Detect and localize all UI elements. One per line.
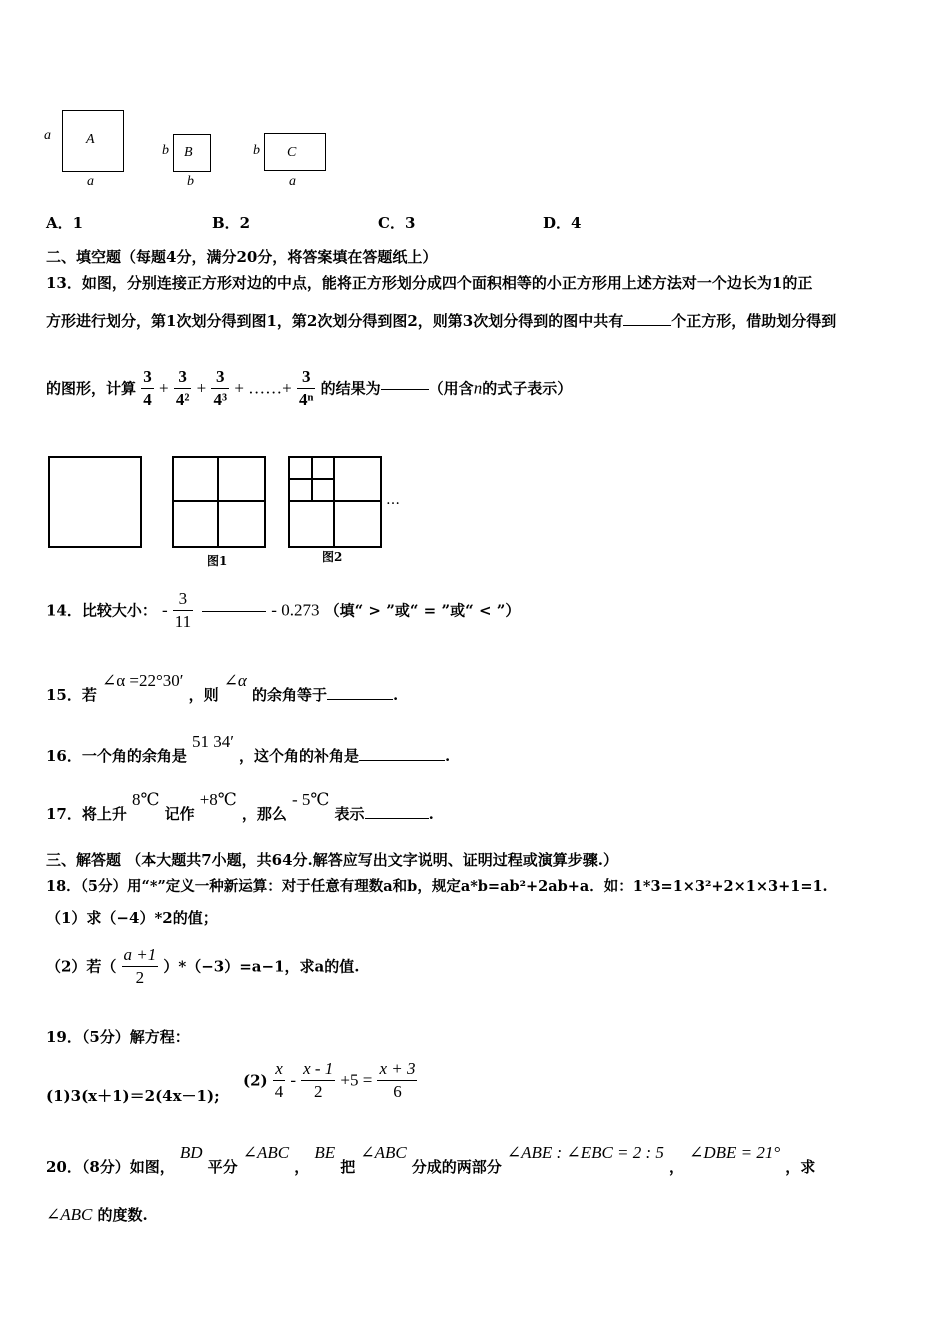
frac-3-4n xyxy=(297,366,315,411)
q17-mid2: ，那么 xyxy=(241,805,287,823)
section-3-heading: 三、解答题 （本大题共7小题，共64分.解答应写出文字说明、证明过程或演算步骤.） xyxy=(46,851,618,869)
q19-part1: (1)3(x＋1)＝2(4x－1); xyxy=(46,1087,220,1105)
frac-3-4 xyxy=(141,366,154,411)
q16-end: . xyxy=(445,747,451,765)
q19-title: 19．（5分）解方程： xyxy=(46,1028,190,1046)
frac-num: 3 xyxy=(141,366,154,389)
q17-v2: +8℃ xyxy=(199,790,237,809)
frac-den: 2 xyxy=(313,1082,323,1101)
q16-prefix: 16．一个角的余角是 xyxy=(46,747,187,765)
q18-part2-a: （2）若（ xyxy=(46,957,117,976)
figure-ellipsis: … xyxy=(386,492,400,508)
plus-five: +5 = xyxy=(340,1070,373,1090)
q13-blank-2[interactable] xyxy=(381,388,429,390)
frac-den: 4² xyxy=(175,390,190,409)
q14-prefix: 14．比较大小： xyxy=(46,601,157,620)
q15-suffix: 的余角等于 xyxy=(251,686,327,704)
q20-line2 xyxy=(46,1204,148,1225)
label-b-bottom: b xyxy=(187,174,194,189)
option-b: B．2 xyxy=(212,214,251,232)
q16 xyxy=(46,731,451,765)
frac-num: 3 xyxy=(173,588,193,611)
option-d: D．4 xyxy=(543,214,582,232)
q13-line3-c: （用含 xyxy=(428,379,474,398)
option-a: A．1 xyxy=(46,214,84,232)
fig2-hline xyxy=(288,500,380,502)
dots: …… xyxy=(248,378,283,398)
q13-line1: 13．如图，分别连接正方形对边的中点，能将正方形划分成四个面积相等的小正方形用上述方法对一个边长为1的正 xyxy=(46,274,813,292)
minus-sign: - xyxy=(290,1070,296,1090)
frac-den: 4ⁿ xyxy=(299,390,314,409)
label-b-side: b xyxy=(162,143,169,158)
q13-line2-a: 方形进行划分，第1次划分得到图1，第2次划分得到图2，则第3次划分得到的图中共有 xyxy=(46,312,624,330)
q15 xyxy=(46,670,399,704)
q15-blank[interactable] xyxy=(327,698,393,700)
q20-t6: ，求 xyxy=(785,1158,816,1176)
frac-3-4sq xyxy=(174,366,192,411)
q20-bd: BD xyxy=(179,1143,203,1162)
q17-mid1: 记作 xyxy=(164,805,195,823)
frac-x-minus-1-over-2 xyxy=(301,1058,335,1103)
q13-line3-a: 的图形，计算 xyxy=(46,379,137,398)
q13-line3-b: 的结果为 xyxy=(320,379,381,398)
q15-expr: ∠α =22°30′ xyxy=(101,671,184,690)
frac-num: a +1 xyxy=(122,944,159,967)
fig1-hline xyxy=(172,500,264,502)
q20-t3: 把 xyxy=(340,1158,356,1176)
fig2-sub-hline xyxy=(288,478,334,480)
q14 xyxy=(46,588,520,633)
q14-suffix: （填“ > ”或“ = ”或“ < ”） xyxy=(324,601,521,620)
q18-part2-b: ）*（−3）=a−1，求a的值. xyxy=(163,957,360,976)
label-B: B xyxy=(184,145,193,160)
q18-line1: 18．（5分）用“*”定义一种新运算：对于任意有理数a和b，规定a*b=ab²+2ab+a．如：1*3=1×3²+2×1×3+1=1. xyxy=(46,878,828,895)
q15-prefix: 15．若 xyxy=(46,686,97,704)
q20-abc2: ∠ABC xyxy=(360,1143,407,1162)
section-2-heading: 二、填空题（每题4分，满分20分，将答案填在答题纸上） xyxy=(46,248,438,266)
label-a-side: a xyxy=(44,128,51,143)
q20-ratio: ∠ABE : ∠EBC = 2 : 5 xyxy=(506,1143,664,1162)
q18-part2 xyxy=(46,944,359,989)
label-C: C xyxy=(287,145,297,160)
q20-t2: ， xyxy=(294,1158,310,1176)
q17-end: . xyxy=(428,805,434,823)
q13-line3: 的图形，计算 $\frac{3}{4}$ + $\frac{3}{\text{4²}}$ + $\frac{3}{\text{4³}}$ + ……+ $\frac{3}{\text{4ⁿ}}$ 的结果为 （用含n的式子表示） xyxy=(46,367,573,409)
q14-blank[interactable] xyxy=(202,610,266,612)
q17-blank[interactable] xyxy=(365,817,429,819)
label-c-bottom: a xyxy=(289,174,296,189)
q16-mid: ，这个角的补角是 xyxy=(239,747,360,765)
q16-expr: 51 34′ xyxy=(191,732,234,751)
q13-blank-1[interactable] xyxy=(623,324,671,326)
q19-part2-label: (2) xyxy=(243,1071,268,1090)
frac-x-plus-3-over-6 xyxy=(377,1058,417,1103)
figure-square-0 xyxy=(48,456,142,548)
fig2-label: 图2 xyxy=(322,550,343,564)
q20-abc1: ∠ABC xyxy=(242,1143,290,1162)
frac-den: 4 xyxy=(143,390,152,409)
q13-line2-b: 个正方形，借助划分得到 xyxy=(671,312,837,330)
q18-part1: （1）求（−4）*2的值； xyxy=(46,909,218,927)
q20-dbe: ∠DBE = 21° xyxy=(689,1143,781,1162)
q20-prefix: 20．（8分）如图， xyxy=(46,1158,175,1176)
option-c: C．3 xyxy=(378,214,416,232)
frac-num: 3 xyxy=(211,366,229,389)
figure-square-1 xyxy=(172,456,266,548)
frac-num: 3 xyxy=(297,366,315,389)
q20-t4: 分成的两部分 xyxy=(411,1158,502,1176)
frac-3-4cube xyxy=(211,366,229,411)
q14-rhs: - 0.273 xyxy=(271,600,320,620)
q20-t7: 的度数. xyxy=(97,1206,148,1224)
q17 xyxy=(46,789,434,823)
q13-line2 xyxy=(46,310,836,331)
frac-num: x - 1 xyxy=(301,1058,335,1081)
frac-num: x xyxy=(273,1058,286,1081)
frac-den: 4³ xyxy=(213,390,228,409)
q20-t1: 平分 xyxy=(207,1158,238,1176)
q15-angle: ∠α xyxy=(223,671,247,690)
label-a-bottom: a xyxy=(87,174,94,189)
frac-a-plus-1-over-2 xyxy=(122,944,159,989)
q15-mid: ，则 xyxy=(188,686,219,704)
frac-num: x + 3 xyxy=(377,1058,417,1081)
q17-v1: 8℃ xyxy=(131,790,160,809)
frac-den: 6 xyxy=(393,1082,402,1101)
fig1-label: 图1 xyxy=(207,554,228,568)
q17-mid3: 表示 xyxy=(334,805,365,823)
q20-be: BE xyxy=(314,1143,336,1162)
label-A: A xyxy=(86,132,95,147)
frac-den: 4 xyxy=(274,1082,284,1101)
q20-abc3: ∠ABC xyxy=(46,1205,93,1224)
q16-blank[interactable] xyxy=(359,759,445,761)
q15-end: . xyxy=(392,686,399,704)
figure-square-2 xyxy=(288,456,382,548)
q13-line3-d: 的式子表示） xyxy=(482,379,573,398)
frac-x-4 xyxy=(273,1058,286,1103)
frac-den: 2 xyxy=(135,968,145,987)
q19-part2 xyxy=(243,1058,417,1103)
q20-t5: ， xyxy=(669,1158,685,1176)
q17-v3: - 5℃ xyxy=(292,790,330,809)
frac-num: 3 xyxy=(174,366,192,389)
q20-line1 xyxy=(46,1142,816,1176)
frac-3-11 xyxy=(173,588,193,633)
q14-minus: - xyxy=(161,600,168,620)
frac-den: 11 xyxy=(174,612,192,631)
label-c-side: b xyxy=(253,143,260,158)
q17-prefix: 17．将上升 xyxy=(46,805,127,823)
var-n: n xyxy=(473,378,483,398)
